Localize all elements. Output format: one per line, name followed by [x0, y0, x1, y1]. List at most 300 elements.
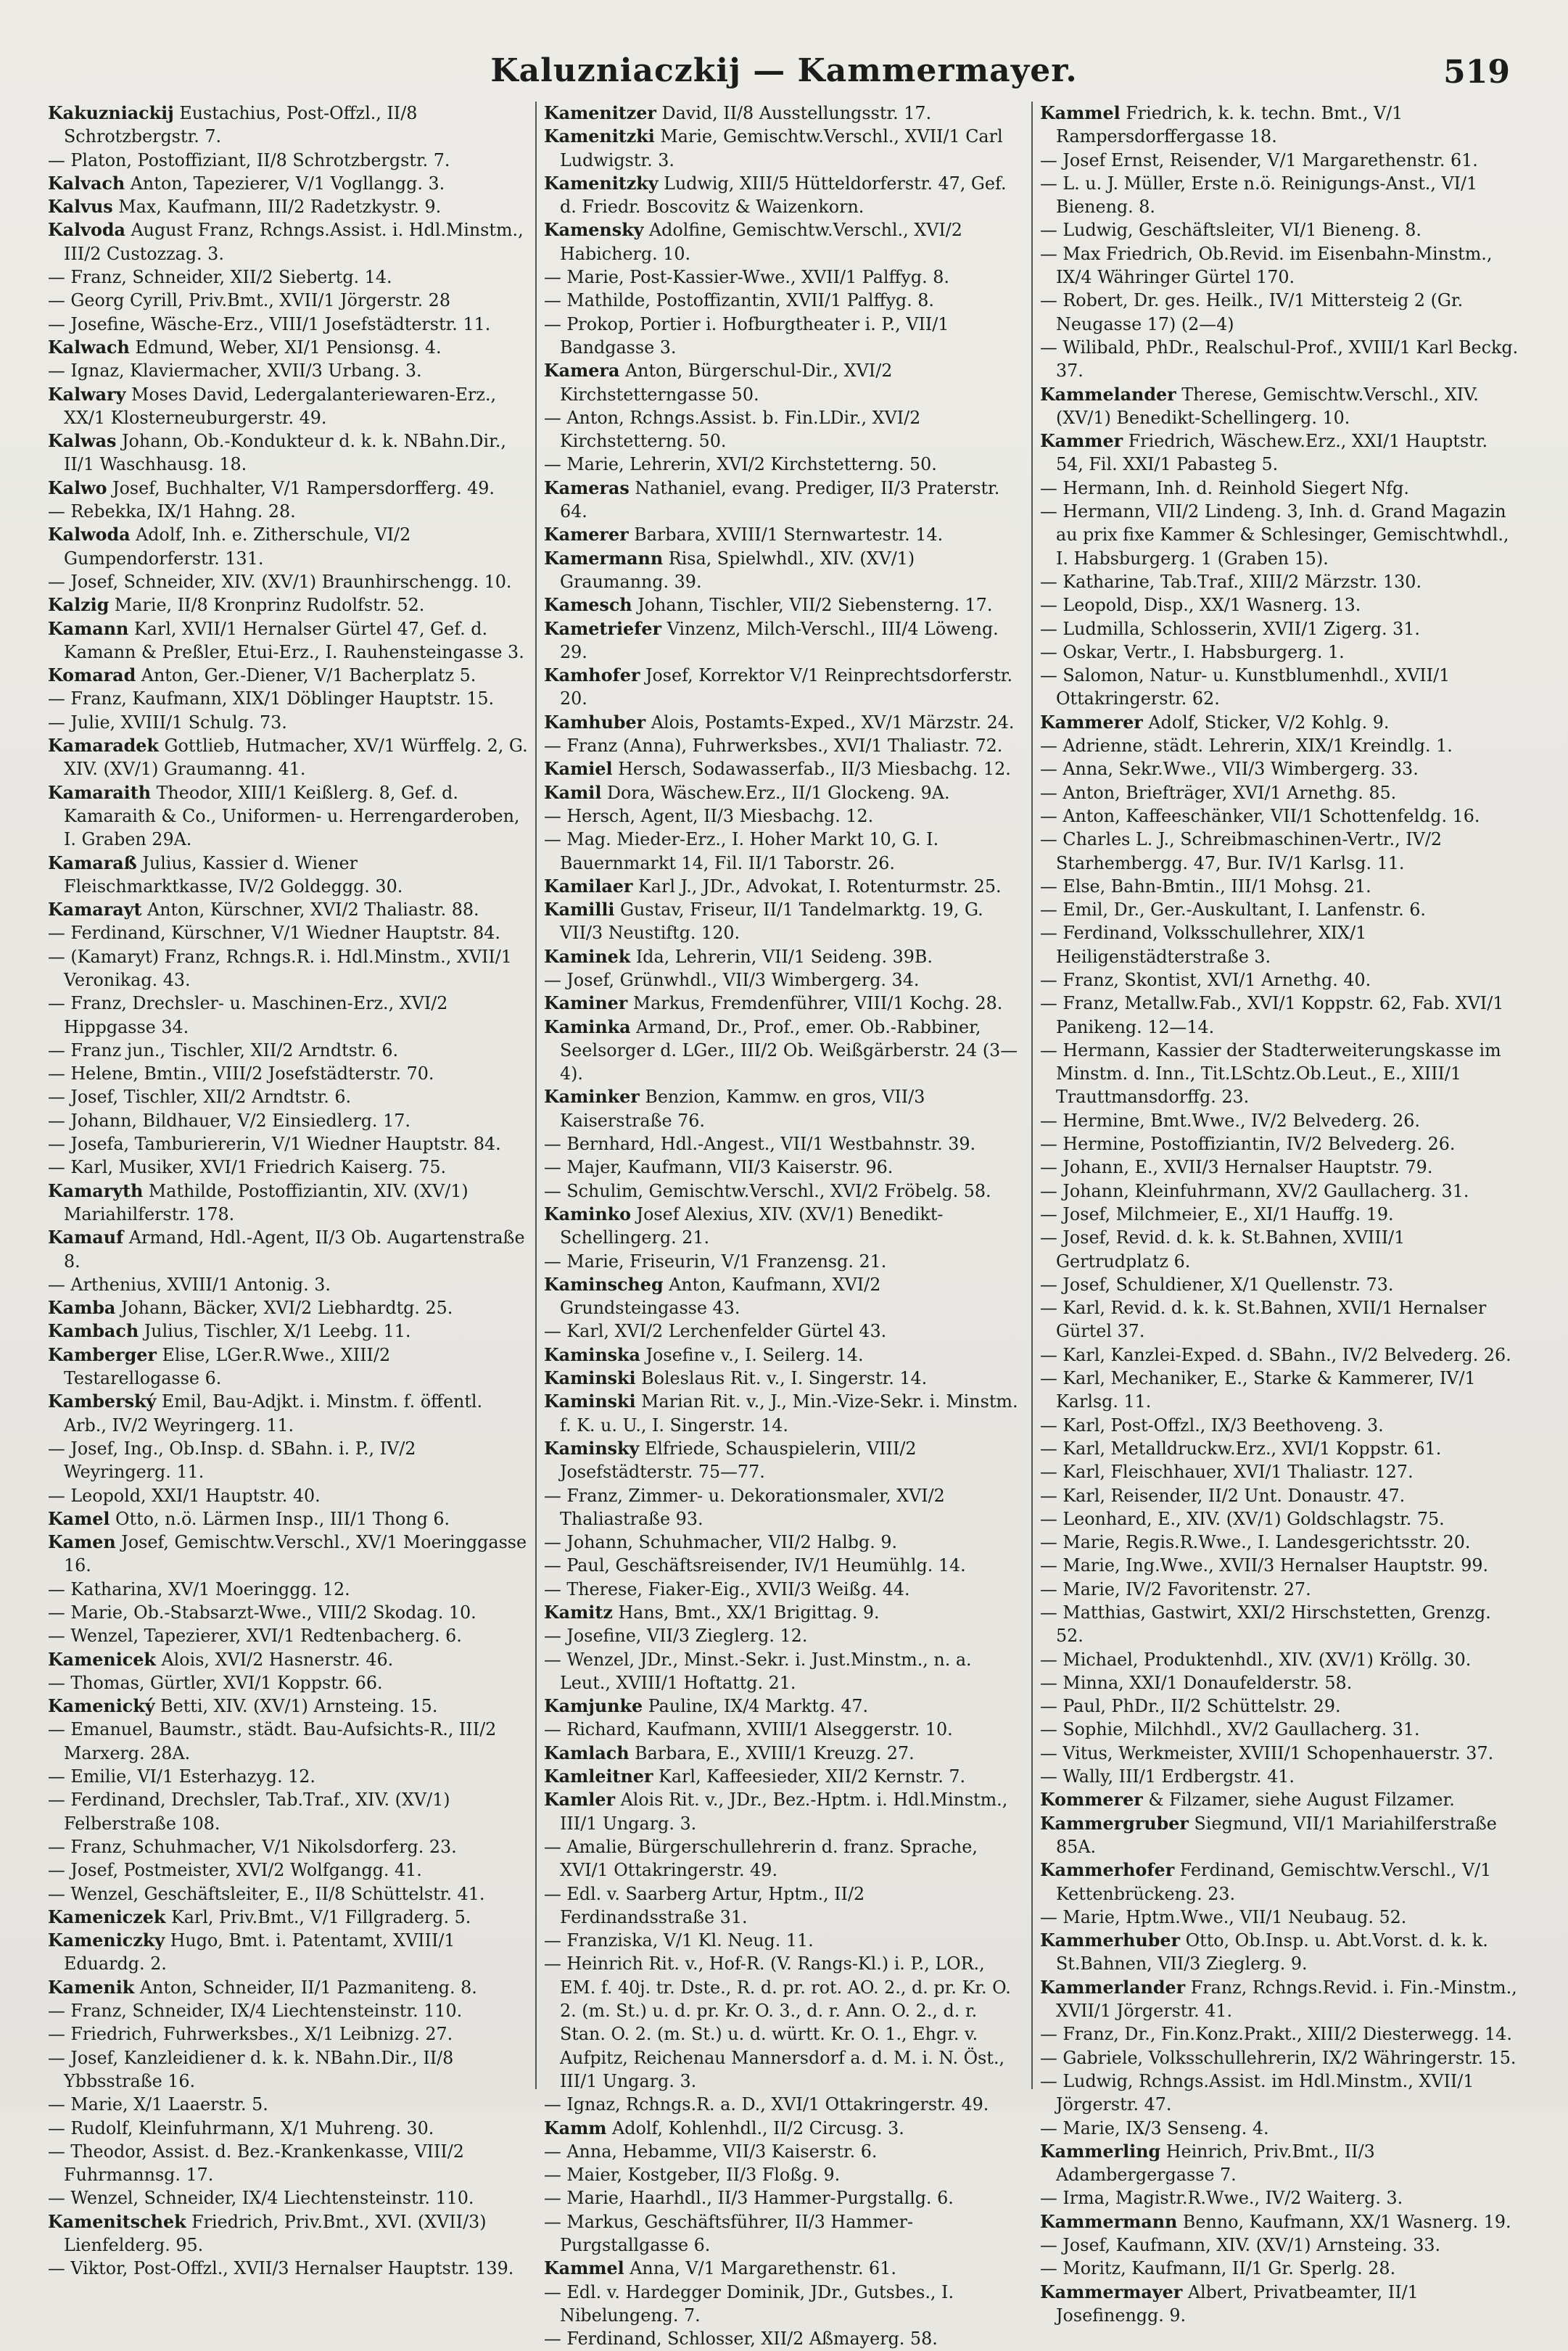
- entry-text: Adolf, Sticker, V/2 Kohlg. 9.: [1142, 712, 1390, 733]
- entry-text: — Anton, Kaffeeschänker, VII/1 Schottenfeldg. 16.: [1040, 805, 1480, 826]
- directory-entry: [544, 1367, 1024, 1390]
- directory-entry: [544, 1952, 1024, 2093]
- directory-entry: [48, 1671, 528, 1695]
- directory-entry: [48, 1109, 528, 1132]
- directory-entry: [1040, 968, 1520, 992]
- directory-entry: [48, 149, 528, 172]
- directory-entry: [544, 1203, 1024, 1250]
- directory-entry: [1040, 242, 1520, 289]
- directory-entry: [48, 1226, 528, 1273]
- entry-surname: Kammelander: [1040, 384, 1176, 405]
- directory-entry: [1040, 1742, 1520, 1765]
- directory-entry: [48, 1156, 528, 1179]
- directory-entry: [1040, 1788, 1520, 1811]
- page-number: 519: [1443, 54, 1510, 91]
- entry-text: Friedrich, Wäschew.Erz., XXI/1 Hauptstr. 54, Fil. XXI/1 Pabasteg 5.: [1056, 431, 1488, 475]
- entry-surname: Kammerhuber: [1040, 1930, 1181, 1951]
- entry-text: David, II/8 Ausstellungsstr. 17.: [656, 103, 932, 123]
- directory-entry: [48, 1039, 528, 1062]
- directory-entry: [48, 313, 528, 336]
- entry-surname: Kalwary: [48, 384, 126, 405]
- directory-entry: [1040, 289, 1520, 336]
- entry-surname: Kamaraith: [48, 782, 151, 803]
- directory-entry: [544, 1648, 1024, 1695]
- entry-text: Boleslaus Rit. v., I. Singerstr. 14.: [635, 1368, 928, 1389]
- directory-entry: [1040, 102, 1520, 149]
- entry-surname: Kamen: [48, 1532, 116, 1553]
- entry-text: Hans, Bmt., XX/1 Brigittag. 9.: [612, 1602, 880, 1623]
- entry-text: Julius, Tischler, X/1 Leebg. 11.: [139, 1321, 411, 1342]
- entry-text: Therese, Gemischtw.Verschl., XIV. (XV/1) Benedikt-Schellingerg. 10.: [1056, 384, 1479, 428]
- directory-entry: [1040, 336, 1520, 383]
- entry-text: Betti, XIV. (XV/1) Arnsteing. 15.: [154, 1696, 438, 1717]
- directory-entry: [48, 523, 528, 570]
- entry-text: — Franz, Schneider, XII/2 Siebertg. 14.: [48, 267, 392, 288]
- entry-text: — Josefine, Wäsche-Erz., VIII/1 Josefstädterstr. 11.: [48, 313, 491, 334]
- entry-text: — Emilie, VI/1 Esterhazyg. 12.: [48, 1766, 315, 1787]
- directory-entry: [48, 336, 528, 359]
- directory-entry: [1040, 1273, 1520, 1296]
- entry-text: Adolf, Kohlenhdl., II/2 Circusg. 3.: [606, 2117, 904, 2138]
- entry-text: Hersch, Sodawasserfab., II/3 Miesbachg. 12.: [612, 759, 1011, 780]
- entry-text: — Katharine, Tab.Traf., XIII/2 Märzstr. 130.: [1040, 571, 1422, 592]
- entry-surname: Kamenitzki: [544, 126, 655, 147]
- entry-surname: Kamenik: [48, 1977, 135, 1998]
- entry-surname: Kalwach: [48, 337, 130, 358]
- entry-surname: Kaminker: [544, 1087, 640, 1108]
- entry-surname: Kamarayt: [48, 899, 142, 921]
- directory-entry: [48, 1531, 528, 1578]
- directory-entry: [1040, 429, 1520, 477]
- entry-text: — Sophie, Milchhdl., XV/2 Gaullacherg. 31.: [1040, 1719, 1420, 1740]
- entry-text: — Emil, Dr., Ger.-Auskultant, I. Lanfenstr. 6.: [1040, 899, 1426, 921]
- directory-entry: [1040, 2257, 1520, 2280]
- directory-entry: [544, 1788, 1024, 1835]
- entry-text: — Franz, Kaufmann, XIX/1 Döblinger Hauptstr. 15.: [48, 688, 495, 709]
- directory-entry: [544, 1319, 1024, 1343]
- directory-entry: [48, 1858, 528, 1882]
- directory-entry: [48, 570, 528, 593]
- entry-text: — Wenzel, Tapezierer, XVI/1 Redtenbacherg. 6.: [48, 1626, 462, 1647]
- directory-entry: [48, 2093, 528, 2116]
- directory-entry: [1040, 1601, 1520, 1648]
- entry-text: Otto, Ob.Insp. u. Abt.Vorst. d. k. k. St.Bahnen, VII/3 Zieglerg. 9.: [1056, 1930, 1488, 1975]
- directory-entry: [48, 2117, 528, 2140]
- directory-entry: [48, 687, 528, 710]
- entry-text: Friedrich, k. k. techn. Bmt., V/1 Rampersdorffergasse 18.: [1056, 103, 1403, 147]
- entry-text: — Robert, Dr. ges. Heilk., IV/1 Mittersteig 2 (Gr. Neugasse 17) (2—4): [1040, 290, 1464, 334]
- directory-entry: [48, 102, 528, 149]
- entry-surname: Kammerlander: [1040, 1977, 1186, 1998]
- entry-text: — Else, Bahn-Bmtin., III/1 Mohsg. 21.: [1040, 876, 1371, 897]
- entry-text: — Karl, Metalldruckw.Erz., XVI/1 Koppstr. 61.: [1040, 1438, 1442, 1459]
- entry-text: Markus, Fremdenführer, VIII/1 Kochg. 28.: [627, 993, 1003, 1014]
- directory-entry: [544, 1250, 1024, 1273]
- entry-text: — Majer, Kaufmann, VII/3 Kaiserstr. 96.: [544, 1157, 894, 1178]
- entry-surname: Kammer: [1040, 431, 1123, 452]
- entry-surname: Kamberger: [48, 1344, 157, 1365]
- directory-entry: [544, 1016, 1024, 1086]
- directory-entry: [544, 1156, 1024, 1179]
- directory-entry: [48, 1273, 528, 1296]
- directory-entry: [1040, 2070, 1520, 2117]
- entry-text: Johann, Tischler, VII/2 Siebensterng. 17.: [632, 595, 993, 616]
- directory-entry: [544, 2327, 1024, 2350]
- directory-entry: [1040, 898, 1520, 921]
- directory-entry: [544, 218, 1024, 265]
- directory-entry: [1040, 593, 1520, 617]
- entry-surname: Kamenický: [48, 1696, 155, 1717]
- entry-text: Barbara, XVIII/1 Sternwartestr. 14.: [628, 524, 944, 545]
- entry-text: — Bernhard, Hdl.-Angest., VII/1 Westbahnstr. 39.: [544, 1134, 976, 1155]
- entry-text: — Ludwig, Geschäftsleiter, VI/1 Bieneng. 8.: [1040, 220, 1421, 241]
- entry-text: Karl, XVII/1 Hernalser Gürtel 47, Gef. d. Kamann & Preßler, Etui-Erz., I. Rauhensteingasse 3.: [64, 618, 524, 662]
- directory-entry: [48, 1906, 528, 1929]
- directory-entry: [1040, 2281, 1520, 2328]
- directory-entry: [48, 1484, 528, 1507]
- entry-text: — Leopold, Disp., XX/1 Wasnerg. 13.: [1040, 595, 1361, 616]
- directory-entry: [1040, 1132, 1520, 1156]
- entry-text: Friedrich, Priv.Bmt., XVI. (XVII/3) Lienfelderg. 95.: [64, 2211, 487, 2256]
- directory-entry: [544, 1765, 1024, 1788]
- directory-entry: [48, 1999, 528, 2022]
- directory-entry: [544, 757, 1024, 781]
- directory-entry: [1040, 383, 1520, 430]
- directory-entry: [544, 265, 1024, 289]
- entry-text: — Karl, Musiker, XVI/1 Friedrich Kaiserg. 75.: [48, 1157, 447, 1178]
- directory-entry: [1040, 2140, 1520, 2187]
- entry-text: — L. u. J. Müller, Erste n.ö. Reinigungs-Anst., VI/1 Bieneng. 8.: [1040, 173, 1478, 218]
- directory-entry: [48, 429, 528, 477]
- entry-surname: Kamel: [48, 1508, 110, 1529]
- entry-text: — Marie, Hptm.Wwe., VII/1 Neubaug. 52.: [1040, 1906, 1407, 1927]
- entry-text: — Marie, IX/3 Senseng. 4.: [1040, 2117, 1269, 2138]
- entry-text: — Thomas, Gürtler, XVI/1 Koppstr. 66.: [48, 1672, 383, 1693]
- directory-entry: [1040, 2046, 1520, 2070]
- entry-text: — Franz (Anna), Fuhrwerksbes., XVI/1 Thaliastr. 72.: [544, 736, 1003, 757]
- directory-entry: [48, 500, 528, 523]
- entry-text: — Amalie, Bürgerschullehrerin d. franz. Sprache, XVI/1 Ottakringerstr. 49.: [544, 1836, 978, 1881]
- entry-text: — Ferdinand, Schlosser, XII/2 Aßmayerg. 58.: [544, 2329, 938, 2350]
- entry-text: — Georg Cyrill, Priv.Bmt., XVII/1 Jörgerstr. 28: [48, 290, 450, 311]
- entry-text: Theodor, XIII/1 Keißlerg. 8, Gef. d. Kamaraith & Co., Uniformen- u. Herrengarderoben, I. Graben 29A.: [64, 782, 520, 850]
- entry-text: Josef, Gemischtw.Verschl., XV/1 Moeringgasse 16.: [64, 1532, 527, 1576]
- entry-surname: Kalwas: [48, 431, 117, 452]
- entry-surname: Kaminscheg: [544, 1274, 664, 1295]
- entry-text: — Johann, Schuhmacher, VII/2 Halbg. 9.: [544, 1532, 898, 1553]
- entry-text: — Rudolf, Kleinfuhrmann, X/1 Muhreng. 30.: [48, 2117, 434, 2138]
- entry-text: — Max Friedrich, Ob.Revid. im Eisenbahn-Minstm., IX/4 Währinger Gürtel 170.: [1040, 243, 1493, 288]
- entry-text: Nathaniel, evang. Prediger, II/3 Praterstr. 64.: [560, 477, 1000, 522]
- entry-text: — Marie, Ob.-Stabsarzt-Wwe., VIII/2 Skodag. 10.: [48, 1602, 476, 1623]
- entry-text: — Richard, Kaufmann, XVIII/1 Alseggerstr. 10.: [544, 1719, 953, 1740]
- entry-text: — Franz, Dr., Fin.Konz.Prakt., XIII/2 Diesterwegg. 14.: [1040, 2024, 1512, 2045]
- directory-entry: [544, 2093, 1024, 2116]
- directory-entry: [544, 359, 1024, 406]
- entry-text: — Schulim, Gemischtw.Verschl., XVI/2 Fröbelg. 58.: [544, 1180, 991, 1201]
- directory-entry: [48, 1695, 528, 1718]
- directory-entry: [48, 2186, 528, 2210]
- entry-surname: Kameniczek: [48, 1906, 166, 1927]
- directory-entry: [544, 593, 1024, 617]
- directory-entry: [1040, 1367, 1520, 1414]
- directory-entry: [48, 711, 528, 734]
- directory-entry: [48, 664, 528, 687]
- entry-text: — Vitus, Werkmeister, XVIII/1 Schopenhauerstr. 37.: [1040, 1742, 1494, 1763]
- entry-text: — Emanuel, Baumstr., städt. Bau-Aufsichts-R., III/2 Marxerg. 28A.: [48, 1719, 497, 1763]
- entry-text: Max, Kaufmann, III/2 Radetzkystr. 9.: [112, 197, 442, 218]
- entry-text: — Marie, Ing.Wwe., XVII/3 Hernalser Hauptstr. 99.: [1040, 1555, 1489, 1576]
- directory-entry: [544, 1742, 1024, 1765]
- entry-surname: Kamann: [48, 618, 129, 639]
- directory-entry: [48, 1319, 528, 1343]
- entry-text: — Mathilde, Postoffizantin, XVII/1 Palffyg. 8.: [544, 290, 934, 311]
- entry-text: — Marie, IV/2 Favoritenstr. 27.: [1040, 1578, 1311, 1599]
- entry-text: — Josefa, Tamburiererin, V/1 Wiedner Hauptstr. 84.: [48, 1134, 501, 1155]
- entry-text: Josefine v., I. Seilerg. 14.: [640, 1344, 864, 1365]
- entry-text: — Gabriele, Volksschullehrerin, IX/2 Währingerstr. 15.: [1040, 2047, 1517, 2068]
- directory-entry: [1040, 500, 1520, 570]
- entry-text: — Franz, Zimmer- u. Dekorationsmaler, XVI/2 Thaliastraße 93.: [544, 1485, 945, 1529]
- directory-entry: [48, 898, 528, 921]
- entry-surname: Kamiel: [544, 759, 613, 780]
- entry-surname: Kamaraß: [48, 852, 137, 873]
- entry-text: — Julie, XVIII/1 Schulg. 73.: [48, 712, 287, 733]
- directory-entry: [544, 2281, 1024, 2328]
- entry-text: — Karl, Fleischhauer, XVI/1 Thaliastr. 127.: [1040, 1462, 1414, 1483]
- entry-text: — Therese, Fiaker-Eig., XVII/3 Weißg. 44.: [544, 1578, 910, 1599]
- entry-surname: Kamaradek: [48, 736, 159, 757]
- entry-text: — Wenzel, Schneider, IX/4 Liechtensteinstr. 110.: [48, 2188, 474, 2209]
- entry-surname: Kamermann: [544, 548, 664, 569]
- directory-entry: [544, 477, 1024, 524]
- directory-entry: [1040, 875, 1520, 898]
- directory-entry: [544, 406, 1024, 453]
- directory-entry: [48, 477, 528, 500]
- directory-entry: [1040, 1484, 1520, 1507]
- entry-text: — Anton, Rchngs.Assist. b. Fin.LDir., XVI/2 Kirchstetterng. 50.: [544, 407, 921, 452]
- entry-text: Benno, Kaufmann, XX/1 Wasnerg. 19.: [1177, 2211, 1511, 2232]
- directory-entry: [1040, 1507, 1520, 1531]
- entry-surname: Kamitz: [544, 1602, 613, 1623]
- entry-surname: Kamauf: [48, 1227, 124, 1248]
- entry-surname: Kaminski: [544, 1391, 636, 1412]
- directory-entry: [544, 1531, 1024, 1554]
- entry-text: — Hermine, Bmt.Wwe., IV/2 Belvederg. 26.: [1040, 1110, 1420, 1131]
- directory-entry: [1040, 1929, 1520, 1976]
- directory-entry: [1040, 1296, 1520, 1343]
- directory-entry: [1040, 992, 1520, 1039]
- directory-entry: [544, 2210, 1024, 2257]
- directory-entry: [544, 1624, 1024, 1647]
- directory-entry: [48, 359, 528, 382]
- entry-text: Elise, LGer.R.Wwe., XIII/2 Testarellogasse 6.: [64, 1344, 391, 1389]
- directory-entry: [48, 1765, 528, 1788]
- directory-entry: [48, 265, 528, 289]
- entry-text: Anton, Schneider, II/1 Pazmaniteng. 8.: [134, 1977, 477, 1998]
- directory-entry: [544, 523, 1024, 546]
- entry-text: — Josef, Ing., Ob.Insp. d. SBahn. i. P., IV/2 Weyringerg. 11.: [48, 1438, 416, 1483]
- entry-surname: Kamera: [544, 361, 620, 382]
- entry-text: — Michael, Produktenhdl., XIV. (XV/1) Kröllg. 30.: [1040, 1649, 1472, 1670]
- entry-surname: Kalwo: [48, 477, 107, 498]
- entry-text: — Friedrich, Fuhrwerksbes., X/1 Leibnizg. 27.: [48, 2024, 453, 2045]
- directory-entry: [544, 2140, 1024, 2163]
- directory-entry: [1040, 2233, 1520, 2257]
- entry-text: — Irma, Magistr.R.Wwe., IV/2 Waiterg. 3.: [1040, 2188, 1403, 2209]
- directory-entry: [48, 593, 528, 617]
- directory-entry: [48, 734, 528, 781]
- directory-entry: [1040, 1414, 1520, 1437]
- entry-surname: Kamlach: [544, 1742, 630, 1763]
- entry-text: — Franz, Skontist, XVI/1 Arnethg. 40.: [1040, 969, 1371, 990]
- entry-text: Josef Alexius, XIV. (XV/1) Benedikt-Schellingerg. 21.: [560, 1203, 944, 1248]
- directory-entry: [544, 992, 1024, 1015]
- directory-entry: [544, 1578, 1024, 1601]
- entry-surname: Kaminko: [544, 1203, 631, 1224]
- entry-surname: Kalvoda: [48, 220, 125, 241]
- directory-entry: [544, 1179, 1024, 1203]
- directory-entry: [544, 1835, 1024, 1882]
- directory-entry: [544, 945, 1024, 968]
- directory-entry: [48, 1882, 528, 1906]
- directory-entry: [544, 2117, 1024, 2140]
- directory-entry: [48, 2257, 528, 2280]
- entry-surname: Kamba: [48, 1298, 116, 1319]
- entry-text: Elfriede, Schauspielerin, VIII/2 Josefstädterstr. 75—77.: [560, 1438, 917, 1483]
- entry-surname: Kamhofer: [544, 665, 640, 686]
- directory-entry: [544, 1390, 1024, 1437]
- directory-entry: [1040, 1039, 1520, 1109]
- entry-text: — Josef, Postmeister, XVI/2 Wolfgangg. 41.: [48, 1860, 422, 1881]
- directory-entry: [544, 125, 1024, 172]
- directory-entry: [544, 1718, 1024, 1741]
- directory-entry: [48, 195, 528, 218]
- directory-entry: [48, 2140, 528, 2187]
- entry-text: Otto, n.ö. Lärmen Insp., III/1 Thong 6.: [110, 1508, 450, 1529]
- entry-surname: Kamberský: [48, 1391, 157, 1412]
- directory-entry: [1040, 1671, 1520, 1695]
- entry-surname: Kommerer: [1040, 1790, 1143, 1811]
- entry-text: Anton, Kaufmann, XVI/2 Grundsteingasse 43.: [560, 1274, 881, 1319]
- entry-surname: Kamensky: [544, 220, 644, 241]
- entry-text: — Theodor, Assist. d. Bez.-Krankenkasse, VIII/2 Fuhrmannsg. 17.: [48, 2141, 464, 2186]
- entry-surname: Kametriefer: [544, 618, 662, 639]
- entry-surname: Kammel: [1040, 103, 1121, 123]
- directory-entry: [1040, 477, 1520, 500]
- directory-entry: [1040, 570, 1520, 593]
- entry-text: — Marie, Post-Kassier-Wwe., XVII/1 Palffyg. 8.: [544, 267, 949, 288]
- entry-text: Josef, Korrektor V/1 Reinprechtsdorferstr. 20.: [560, 665, 1013, 709]
- directory-entry: [1040, 804, 1520, 828]
- entry-text: Ida, Lehrerin, VII/1 Seideng. 39B.: [630, 946, 933, 967]
- entry-text: — Ludmilla, Schlosserin, XVII/1 Zigerg. 31.: [1040, 618, 1420, 639]
- directory-entry: [48, 617, 528, 664]
- entry-text: Vinzenz, Milch-Verschl., III/4 Löweng. 29.: [560, 618, 999, 662]
- directory-entry: [1040, 664, 1520, 711]
- directory-entry: [544, 102, 1024, 125]
- directory-entry: [1040, 1226, 1520, 1273]
- page-title: Kaluzniaczkij — Kammermayer.: [490, 52, 1078, 89]
- entry-text: — Marie, X/1 Laaerstr. 5.: [48, 2094, 268, 2115]
- directory-entry: [1040, 2117, 1520, 2140]
- directory-entry: [1040, 1906, 1520, 1929]
- entry-surname: Kaminska: [544, 1344, 640, 1365]
- entry-text: Hugo, Bmt. i. Patentamt, XVIII/1 Eduardg. 2.: [64, 1930, 455, 1975]
- directory-entry: [48, 218, 528, 265]
- directory-entry: [48, 289, 528, 312]
- entry-text: — Franz, Metallw.Fab., XVI/1 Koppstr. 62, Fab. XVI/1 Panikeng. 12—14.: [1040, 993, 1504, 1037]
- entry-text: — Edl. v. Saarberg Artur, Hptm., II/2 Ferdinandsstraße 31.: [544, 1883, 865, 1927]
- directory-entry: [48, 1179, 528, 1227]
- column-3: [1033, 102, 1527, 2326]
- page-header: [44, 52, 1524, 103]
- entry-text: Josef, Buchhalter, V/1 Rampersdorfferg. 49.: [107, 477, 495, 498]
- entry-text: — Leonhard, E., XIV. (XV/1) Goldschlagstr. 75.: [1040, 1508, 1445, 1529]
- entry-text: — Franziska, V/1 Kl. Neug. 11.: [544, 1930, 814, 1951]
- entry-surname: Komarad: [48, 665, 136, 686]
- directory-entry: [544, 547, 1024, 594]
- entry-surname: Kamilaer: [544, 876, 633, 897]
- entry-surname: Kamilli: [544, 899, 615, 921]
- entry-text: — Franz jun., Tischler, XII/2 Arndtstr. 6.: [48, 1039, 399, 1061]
- entry-text: Mathilde, Postoffiziantin, XIV. (XV/1) Mariahilferstr. 178.: [64, 1180, 469, 1224]
- entry-text: Armand, Dr., Prof., emer. Ob.-Rabbiner, Seelsorger d. LGer., III/2 Ob. Weißgärberstr. 24 (3—4).: [560, 1016, 1018, 1084]
- directory-entry: [1040, 2186, 1520, 2210]
- entry-text: & Filzamer, siehe August Filzamer.: [1142, 1790, 1455, 1811]
- entry-text: Karl J., JDr., Advokat, I. Rotenturmstr. 25.: [632, 876, 1002, 897]
- entry-text: — Marie, Haarhdl., II/3 Hammer-Purgstallg. 6.: [544, 2188, 954, 2209]
- entry-text: — Josef, Schuldiener, X/1 Quellenstr. 73.: [1040, 1274, 1394, 1295]
- directory-entry: [48, 1929, 528, 1976]
- entry-text: — Josef, Revid. d. k. k. St.Bahnen, XVIII/1 Gertrudplatz 6.: [1040, 1227, 1406, 1272]
- entry-text: Anton, Kürschner, XVI/2 Thaliastr. 88.: [141, 899, 479, 921]
- directory-entry: [1040, 1812, 1520, 1859]
- directory-entry: [544, 804, 1024, 828]
- directory-columns: [41, 102, 1527, 2350]
- entry-text: Gustav, Friseur, II/1 Tandelmarktg. 19, G. VII/3 Neustiftg. 120.: [560, 899, 983, 944]
- entry-text: — Anna, Hebamme, VII/3 Kaiserstr. 6.: [544, 2141, 878, 2162]
- directory-entry: [544, 1437, 1024, 1484]
- entry-surname: Kameras: [544, 477, 630, 498]
- directory-entry: [544, 453, 1024, 476]
- entry-text: — Katharina, XV/1 Moeringgg. 12.: [48, 1578, 350, 1599]
- entry-text: — Karl, Kanzlei-Exped. d. SBahn., IV/2 Belvederg. 26.: [1040, 1344, 1511, 1365]
- directory-entry: [1040, 828, 1520, 875]
- entry-surname: Kaminski: [544, 1368, 636, 1389]
- directory-entry: [1040, 218, 1520, 242]
- directory-entry: [48, 1835, 528, 1858]
- directory-entry: [544, 1085, 1024, 1132]
- entry-surname: Kammermayer: [1040, 2281, 1183, 2302]
- directory-entry: [48, 921, 528, 944]
- entry-text: — Hermann, Inh. d. Reinhold Siegert Nfg.: [1040, 477, 1409, 498]
- entry-text: — Edl. v. Hardegger Dominik, JDr., Gutsbes., I. Nibelungeng. 7.: [544, 2281, 954, 2326]
- entry-text: — Marie, Friseurin, V/1 Franzensg. 21.: [544, 1251, 887, 1272]
- directory-entry: [544, 1554, 1024, 1577]
- entry-text: Benzion, Kammw. en gros, VII/3 Kaiserstraße 76.: [560, 1087, 925, 1131]
- entry-surname: Kamenitzky: [544, 173, 659, 194]
- directory-entry: [544, 1929, 1024, 1952]
- directory-entry: [544, 1343, 1024, 1367]
- entry-surname: Kamjunke: [544, 1696, 643, 1717]
- entry-surname: Kamesch: [544, 595, 632, 616]
- directory-entry: [1040, 1343, 1520, 1367]
- entry-text: — Heinrich Rit. v., Hof-R. (V. Rangs-Kl.) i. P., LOR., EM. f. 40j. tr. Dste., R. d. pr. rot. AO. 2., d. pr. Kr. O. 2. (m. St.) u. d. pr. Kr. O. 3., d. r. Ann. O. 2., d. r. Stan. O. 2. (m. St.) u. d. württ. Kr. O. 1., Ehgr. v. Aufpitz, Reichenau Mannersdorf a. d. M. i. N. Öst., III/1 Ungarg. 3.: [544, 1953, 1011, 2091]
- entry-surname: Kamm: [544, 2117, 607, 2138]
- directory-entry: [1040, 1179, 1520, 1203]
- entry-text: — Helene, Bmtin., VIII/2 Josefstädterstr. 70.: [48, 1063, 434, 1084]
